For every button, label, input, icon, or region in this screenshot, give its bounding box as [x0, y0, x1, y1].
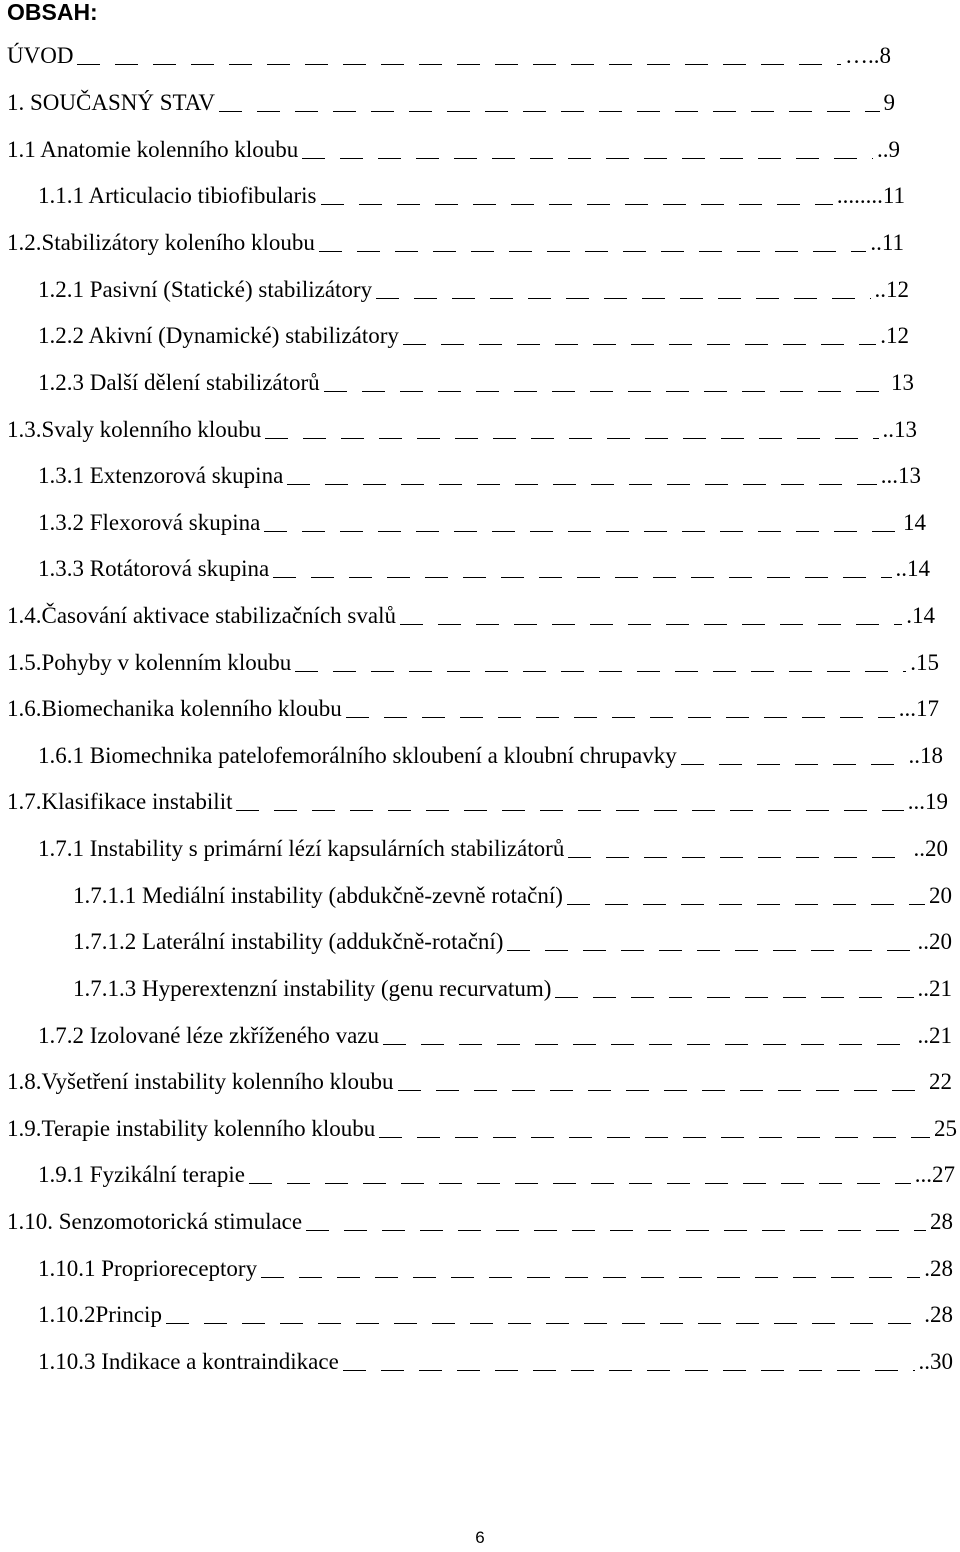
toc-entry-page: .28	[924, 1302, 953, 1327]
toc-entry-page: .12	[880, 323, 909, 348]
toc-entry-title: 1.3.Svaly kolenního kloubu	[7, 417, 262, 442]
toc-leader	[568, 857, 909, 858]
toc-entry-title: 1.7.2 Izolované léze zkříženého vazu	[38, 1023, 379, 1048]
toc-entry-page: …..8	[845, 43, 891, 68]
toc-entry-page: ..21	[917, 1023, 952, 1048]
toc-entry-page: ..9	[877, 137, 900, 162]
toc-entry-page: ...13	[880, 463, 921, 488]
toc-leader	[265, 438, 878, 439]
toc-entry-page: ...27	[914, 1162, 955, 1187]
toc-entry	[38, 835, 948, 863]
toc-entry-title: 1.9.1 Fyzikální terapie	[38, 1162, 245, 1187]
toc-entry-title: 1.8.Vyšetření instability kolenního kloubu	[7, 1069, 394, 1094]
toc-entry-title: 1.10.3 Indikace a kontraindikace	[38, 1349, 339, 1374]
toc-entry	[7, 42, 891, 70]
toc-entry	[7, 602, 935, 630]
toc-entry	[38, 1022, 952, 1050]
toc-entry	[7, 89, 895, 117]
toc-leader	[295, 671, 906, 672]
toc-entry-title: 1.10.2Princip	[38, 1302, 162, 1327]
toc-leader	[383, 1044, 914, 1045]
toc-entry-title: 1.2.Stabilizátory koleního kloubu	[7, 230, 315, 255]
toc-entry	[7, 1115, 957, 1143]
toc-entry	[73, 882, 952, 910]
toc-entry-page: ..20	[917, 929, 952, 954]
toc-entry	[38, 462, 921, 490]
toc-entry	[7, 1208, 953, 1236]
toc-leader	[567, 904, 925, 905]
toc-entry-page: ...17	[898, 696, 939, 721]
toc-entry-page: ........11	[836, 183, 905, 208]
toc-entry-title: 1.7.1.2 Laterální instability (addukčně-rotační)	[73, 929, 504, 954]
toc-leader	[376, 298, 870, 299]
toc-entry-title: 1.5.Pohyby v kolenním kloubu	[7, 650, 292, 675]
toc-leader	[343, 1370, 915, 1371]
toc-entry	[38, 1161, 955, 1189]
toc-entry-page: 9	[883, 90, 895, 115]
toc-entry-page: ..20	[913, 836, 948, 861]
toc-entry-page: ..11	[870, 230, 904, 255]
toc-entry-title: 1.7.1.1 Mediální instability (abdukčně-zevně rotační)	[73, 883, 563, 908]
toc-entry-title: 1.7.1 Instability s primární lézí kapsulárních stabilizátorů	[38, 836, 565, 861]
toc-leader	[403, 344, 876, 345]
toc-entry	[38, 742, 943, 770]
toc-entry	[73, 928, 952, 956]
toc-entry-page: 22	[929, 1069, 952, 1094]
toc-entry-page: ..13	[882, 417, 917, 442]
toc-leader	[219, 111, 880, 112]
toc-entry-title: 1.7.1.3 Hyperextenzní instability (genu recurvatum)	[73, 976, 552, 1001]
toc-entry-title: 1.6.Biomechanika kolenního kloubu	[7, 696, 342, 721]
toc-entry-title: 1.7.Klasifikace instabilit	[7, 789, 233, 814]
toc-entry-title: 1. SOUČASNÝ STAV	[7, 90, 215, 115]
toc-entry	[73, 975, 952, 1003]
toc-entry	[38, 182, 905, 210]
toc-entry-title: 1.2.3 Další dělení stabilizátorů	[38, 370, 320, 395]
toc-leader	[306, 1230, 926, 1231]
toc-leader	[681, 764, 905, 765]
toc-entry	[38, 1255, 953, 1283]
toc-entry	[38, 509, 926, 537]
toc-entry	[38, 369, 914, 397]
toc-entry	[38, 322, 909, 350]
toc-entry	[7, 136, 900, 164]
toc-entry-page: ..12	[874, 277, 909, 302]
toc-entry-title: 1.3.3 Rotátorová skupina	[38, 556, 270, 581]
toc-leader	[346, 717, 895, 718]
toc-entry-title: 1.3.1 Extenzorová skupina	[38, 463, 284, 488]
toc-entry	[7, 416, 917, 444]
toc-entry-page: .15	[910, 650, 939, 675]
toc-entry-title: 1.3.2 Flexorová skupina	[38, 510, 261, 535]
toc-heading: OBSAH:	[7, 0, 98, 25]
toc-leader	[324, 391, 887, 392]
toc-entry-page: ..14	[895, 556, 930, 581]
toc-entry	[7, 229, 904, 257]
toc-entry-title: 1.1 Anatomie kolenního kloubu	[7, 137, 299, 162]
page-number: 6	[475, 1528, 485, 1547]
toc-leader	[400, 624, 902, 625]
toc-leader	[302, 158, 873, 159]
toc-entry-title: 1.2.2 Akivní (Dynamické) stabilizátory	[38, 323, 399, 348]
toc-leader	[319, 251, 866, 252]
toc-entry-page: .14	[906, 603, 935, 628]
toc-leader	[77, 64, 841, 65]
toc-entry-page: ..21	[917, 976, 952, 1001]
toc-entry	[38, 555, 930, 583]
toc-entry-title: 1.10. Senzomotorická stimulace	[7, 1209, 303, 1234]
toc-leader	[264, 531, 899, 532]
toc-leader	[507, 950, 913, 951]
toc-entry-page: ...19	[907, 789, 948, 814]
toc-leader	[398, 1090, 926, 1091]
toc-entry-title: 1.10.1 Proprioreceptory	[38, 1256, 258, 1281]
toc-entry-page: 28	[930, 1209, 953, 1234]
toc-entry	[7, 695, 939, 723]
toc-entry-page: 25	[934, 1116, 957, 1141]
toc-leader	[261, 1277, 920, 1278]
toc-entry-page: ..30	[918, 1349, 953, 1374]
toc-leader	[166, 1323, 920, 1324]
toc-entry	[38, 1348, 953, 1376]
toc-entry	[7, 649, 939, 677]
toc-leader	[249, 1183, 911, 1184]
toc-entry-title: 1.6.1 Biomechnika patelofemorálního skloubení a kloubní chrupavky	[38, 743, 677, 768]
toc-entry-page: 14	[903, 510, 926, 535]
toc-entry	[38, 276, 909, 304]
toc-entry-title: 1.4.Časování aktivace stabilizačních svalů	[7, 603, 396, 628]
toc-entry-page: 20	[929, 883, 952, 908]
toc-entry	[7, 1068, 952, 1096]
toc-entry-title: 1.1.1 Articulacio tibiofibularis	[38, 183, 317, 208]
toc-entry	[7, 788, 948, 816]
toc-leader	[273, 577, 891, 578]
toc-leader	[379, 1137, 930, 1138]
toc-entry-page: .28	[924, 1256, 953, 1281]
toc-entry-page: ..18	[908, 743, 943, 768]
toc-leader	[236, 810, 903, 811]
toc-leader	[287, 484, 876, 485]
toc-entry-title: 1.2.1 Pasivní (Statické) stabilizátory	[38, 277, 373, 302]
toc-entry-title: 1.9.Terapie instability kolenního kloubu	[7, 1116, 376, 1141]
toc-leader	[555, 997, 913, 998]
toc-leader	[321, 204, 833, 205]
toc-entry-title: ÚVOD	[7, 43, 74, 68]
toc-entry	[38, 1301, 953, 1329]
toc-entry-page: 13	[891, 370, 914, 395]
